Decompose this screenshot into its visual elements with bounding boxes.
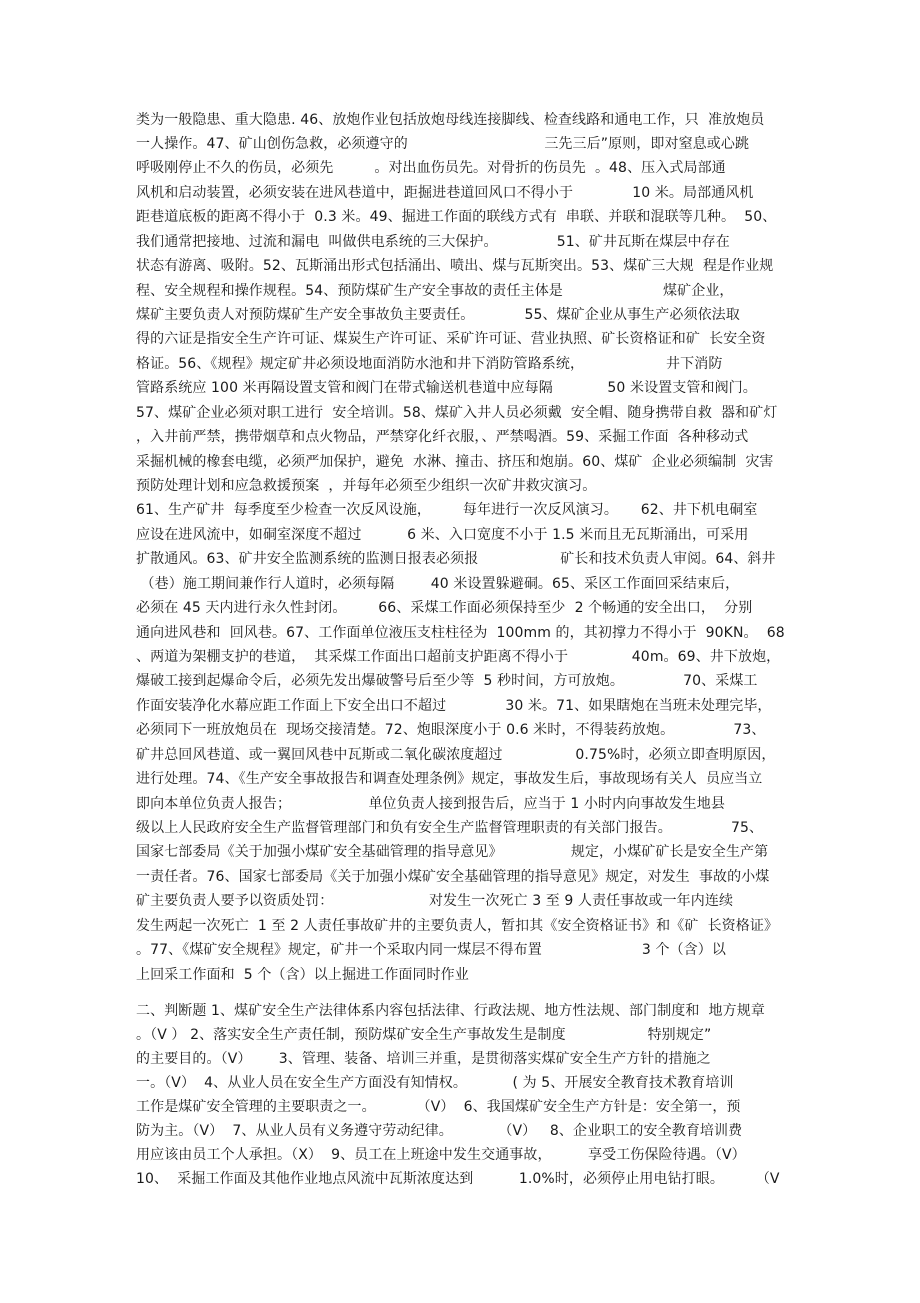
text-line: 二、判断题 1、煤矿安全生产法律体系内容包括法律、行政法规、地方性法规、部门制度和 地方规章 xyxy=(136,1003,765,1019)
text-line: 通向进风巷和 回风巷。67、工作面单位液压支柱柱径为 100mm 的，其初撑力不得小于 90KN。 68 xyxy=(136,625,785,641)
text-line: 上回采工作面和 5 个（含）以上掘进工作面同时作业 xyxy=(136,967,469,983)
text-line: 应设在进风流中，如硐室深度不超过 6 米、入口宽度不小于 1.5 米而且无瓦斯涌出，可采用 xyxy=(136,527,749,543)
text-line: 作面安装净化水幕应距工作面上下安全出口不超过 30 米。71、如果瞎炮在当班未处理完毕， xyxy=(136,698,772,714)
text-line: 防为主。（V） 7、从业人员有义务遵守劳动纪律。 （V） 8、企业职工的安全教育培训费 xyxy=(136,1123,743,1139)
text-line: 。77、《煤矿安全规程》规定，矿井一个采取内同一煤层不得布置 3 个（含）以 xyxy=(136,942,726,958)
text-line: 程、安全规程和操作规程。54、预防煤矿生产安全事故的责任主体是 煤矿企业， xyxy=(136,283,734,299)
text-line: 。（V ） 2、落实安全生产责任制，预防煤矿安全生产事故发生是制度 特别规定” xyxy=(136,1027,712,1043)
text-line: 矿井总回风巷道、或一翼回风巷中瓦斯或二氧化碳浓度超过 0.75%时，必须立即查明原因， xyxy=(136,747,776,763)
text-line: ，入井前严禁，携带烟草和点火物品，严禁穿化纤衣服，、严禁喝酒。59、采掘工作面 各种移动式 xyxy=(136,429,749,445)
text-line: 爆破工接到起爆命令后，必须先发出爆破警号后至少等 5 秒时间，方可放炮。 70、采煤工 xyxy=(136,673,758,689)
text-line: 61、生产矿井 每季度至少检查一次反风设施， 每年进行一次反风演习。 62、井下机电硐室 xyxy=(136,502,758,518)
text-line: 即向本单位负责人报告； 单位负责人接到报告后，应当于 1 小时内向事故发生地县 xyxy=(136,796,725,812)
text-line: 类为一般隐患、重大隐患. 46、放炮作业包括放炮母线连接脚线、检查线路和通电工作，只 准放炮员 xyxy=(136,112,765,128)
text-line: 发生两起一次死亡 1 至 2 人责任事故矿井的主要负责人，暂扣其《安全资格证书》和《矿 长资格证》 xyxy=(136,918,779,934)
text-line: （巷）施工期间兼作行人道时，必须每隔 40 米设置躲避硐。65、采区工作面回采结束后， xyxy=(136,576,740,592)
text-line: 我们通常把接地、过流和漏电 叫做供电系统的三大保护。 51、矿井瓦斯在煤层中存在 xyxy=(136,234,730,250)
text-line: 采掘机械的橡套电缆，必须严加保护，避免 水淋、撞击、挤压和炮崩。60、煤矿 企业必须编制 灾害 xyxy=(136,454,774,470)
text-line: 呼吸刚停止不久的伤员，必须先 。对出血伤员先。对骨折的伤员先 。48、压入式局部通 xyxy=(136,160,726,176)
text-line: 进行处理。74、《生产安全事故报告和调查处理条例》规定，事故发生后，事故现场有关人 员应当立 xyxy=(136,771,763,787)
text-line: 工作是煤矿安全管理的主要职责之一。 （V） 6、我国煤矿安全生产方针是：安全第一，预 xyxy=(136,1099,741,1115)
text-line: 用应该由员工个人承担。（X） 9、员工在上班途中发生交通事故， 享受工伤保险待遇。（V） xyxy=(136,1147,746,1163)
text-line: 得的六证是指安全生产许可证、煤炭生产许可证、采矿许可证、营业执照、矿长资格证和矿 长安全资 xyxy=(136,331,766,347)
text-line: 管路系统应 100 米再隔设置支管和阀门在带式输送机巷道中应每隔 50 米设置支管和阀门。 xyxy=(136,380,757,396)
text-line: 57、煤矿企业必须对职工进行 安全培训。58、煤矿入井人员必须戴 安全帽、随身携带自救 器和矿灯 xyxy=(136,405,778,421)
text-line: 风机和启动装置，必须安装在进风巷道中，距掘进巷道回风口不得小于 10 米。局部通风机 xyxy=(136,185,754,201)
text-line: 级以上人民政府安全生产监督管理部门和负有安全生产监督管理职责的有关部门报告。 75、 xyxy=(136,820,764,836)
text-line: 必须在 45 天内进行永久性封闭。 66、采煤工作面必须保持至少 2 个畅通的安全出口， 分别 xyxy=(136,600,753,616)
text-line: 、两道为架棚支护的巷道， 其采煤工作面出口超前支护距离不得小于 40m。69、井下放炮， xyxy=(136,649,781,665)
text-line: 预防处理计划和应急救援预案 ，并每年必须至少组织一次矿井救灾演习。 xyxy=(136,478,597,494)
text-line: 一。（V） 4、从业人员在安全生产方面没有知情权。 ( 为 5、开展安全教育技术教育培训 xyxy=(136,1075,734,1091)
text-line: 矿主要负责人要予以资质处罚： 对发生一次死亡 3 至 9 人责任事故或一年内连续 xyxy=(136,893,734,909)
text-line: 格证。56、《规程》规定矿井必须设地面消防水池和井下消防管路系统， 井下消防 xyxy=(136,356,723,372)
text-line: 国家七部委局《关于加强小煤矿安全基础管理的指导意见》 规定，小煤矿矿长是安全生产第 xyxy=(136,844,769,860)
text-line: 一人操作。47、矿山创伤急救，必须遵守的 三先三后”原则，即对窒息或心跳 xyxy=(136,136,750,152)
text-line: 状态有游离、吸附。52、瓦斯涌出形式包括涌出、喷出、煤与瓦斯突出。53、煤矿三大规 程是作业规 xyxy=(136,258,774,274)
text-line: 扩散通风。63、矿井安全监测系统的监测日报表必须报 矿长和技术负责人审阅。64、斜井 xyxy=(136,551,776,567)
text-line: 的主要目的。（V） 3、管理、装备、培训三并重，是贯彻落实煤矿安全生产方针的措施之 xyxy=(136,1051,711,1067)
text-line: 10、 采掘工作面及其他作业地点风流中瓦斯浓度达到 1.0%时，必须停止用电钻打眼。 （V xyxy=(136,1171,780,1187)
text-line: 必须同下一班放炮员在 现场交接清楚。72、炮眼深度小于 0.6 米时，不得装药放炮。 73、 xyxy=(136,722,766,738)
text-line: 一责任者。76、国家七部委局《关于加强小煤矿安全基础管理的指导意见》规定，对发生 事故的小煤 xyxy=(136,869,770,885)
text-line: 煤矿主要负责人对预防煤矿生产安全事故负主要责任。 55、煤矿企业从事生产必须依法取 xyxy=(136,307,740,323)
text-line: 距巷道底板的距离不得小于 0.3 米。49、掘进工作面的联线方式有 串联、并联和混联等几种。 50、 xyxy=(136,209,777,225)
